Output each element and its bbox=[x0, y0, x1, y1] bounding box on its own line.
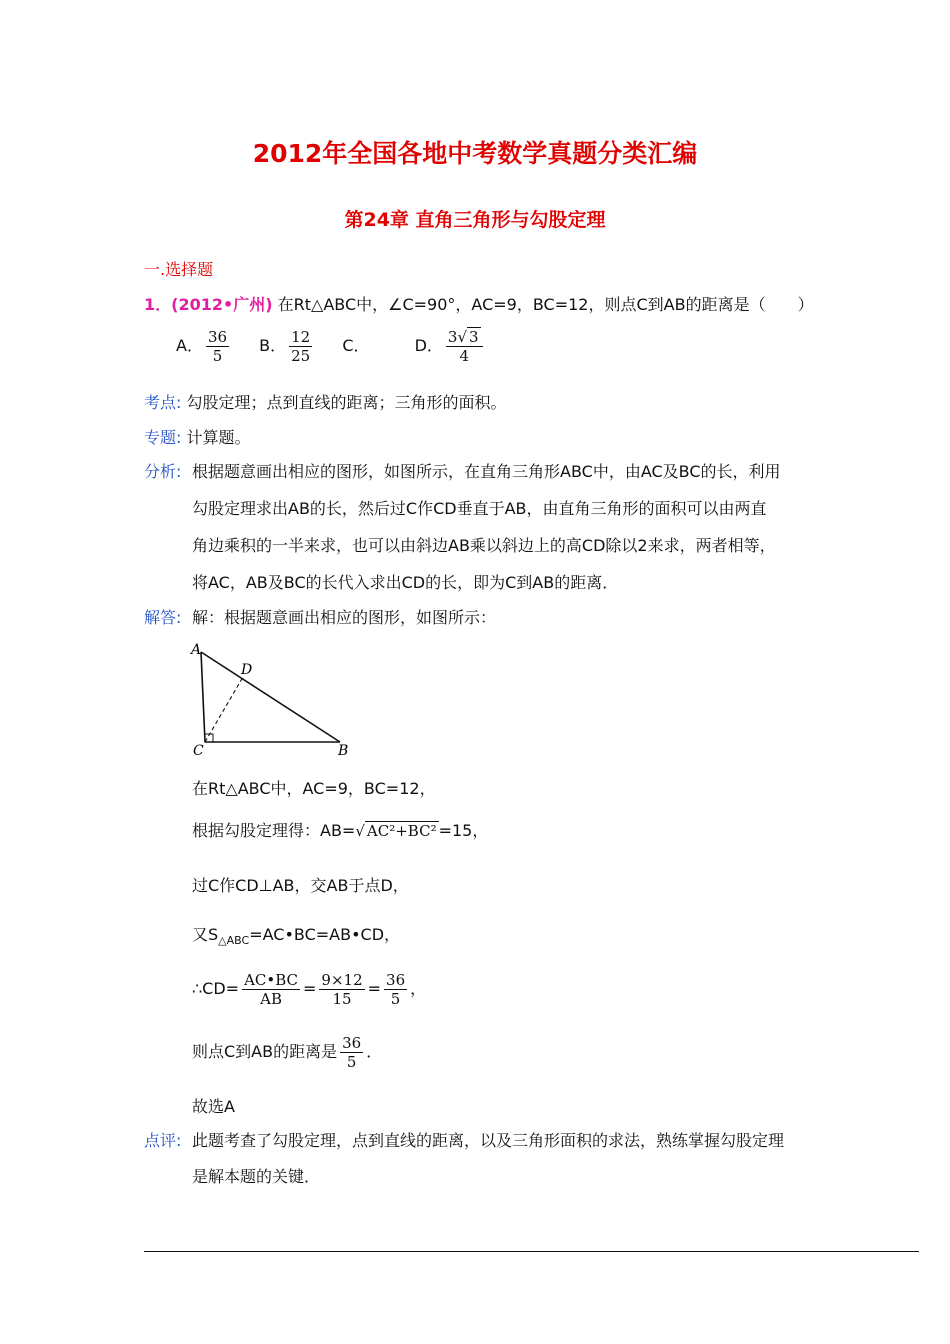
fenxi-line-4: 将AC，AB及BC的长代入求出CD的长，即为C到AB的距离． bbox=[192, 573, 619, 592]
vertex-a-label: A bbox=[191, 642, 202, 658]
step2-sqrt: √ AC²+BC² bbox=[355, 822, 437, 840]
fenxi-line-2: 勾股定理求出AB的长，然后过C作CD垂直于AB，由直角三角形的面积可以由两直 bbox=[192, 499, 767, 518]
option-b-label: B． bbox=[259, 336, 287, 355]
option-b-fraction bbox=[289, 328, 312, 365]
solution-step-7: 故选A bbox=[192, 1097, 235, 1116]
step5-f2-numerator: 9×12 bbox=[321, 971, 363, 989]
option-b-denominator: 25 bbox=[291, 347, 311, 365]
triangle-figure bbox=[185, 638, 360, 760]
step4-suffix: =AC•BC=AB•CD， bbox=[249, 925, 401, 944]
step5-f3-numerator: 36 bbox=[386, 971, 406, 989]
step5-suffix: ， bbox=[410, 979, 427, 998]
option-d-radicand: 3 bbox=[469, 328, 479, 346]
altitude-cd bbox=[205, 677, 243, 742]
step5-prefix: ∴CD= bbox=[192, 979, 240, 998]
zhuanti-text: 计算题。 bbox=[186, 428, 251, 447]
step6-numerator: 36 bbox=[342, 1034, 362, 1052]
step4-prefix: 又S bbox=[192, 925, 219, 944]
option-a-label: A． bbox=[176, 336, 203, 355]
side-ab bbox=[201, 652, 340, 742]
step6-prefix: 则点C到AB的距离是 bbox=[192, 1042, 338, 1061]
step5-f2-denominator: 15 bbox=[332, 990, 352, 1008]
question-number: 1． bbox=[144, 295, 172, 314]
step5-f1-numerator: AC•BC bbox=[244, 971, 299, 989]
vertex-b-label: B bbox=[338, 743, 349, 759]
option-d-coefficient: 3 bbox=[447, 328, 458, 346]
page-title: 2012年全国各地中考数学真题分类汇编 bbox=[252, 139, 698, 168]
vertex-c-label: C bbox=[193, 743, 204, 759]
option-d-numerator: 3√ 3 bbox=[446, 328, 483, 347]
kaodian-label: 考点: bbox=[144, 393, 182, 412]
solution-step-4 bbox=[192, 922, 400, 947]
step2-prefix: 根据勾股定理得：AB= bbox=[192, 821, 356, 840]
option-a bbox=[176, 328, 232, 365]
solution-step-2 bbox=[192, 818, 488, 841]
zhuanti-label: 专题: bbox=[144, 428, 182, 447]
kaodian-text: 勾股定理；点到直线的距离；三角形的面积。 bbox=[186, 393, 507, 412]
side-ac bbox=[201, 652, 205, 742]
step2-suffix: =15， bbox=[438, 821, 489, 840]
comment-line-1: 此题考查了勾股定理，点到直线的距离，以及三角形面积的求法，熟练掌握勾股定理 bbox=[192, 1131, 785, 1150]
option-d bbox=[415, 328, 486, 365]
option-d-fraction bbox=[446, 328, 483, 365]
step5-fraction-3 bbox=[384, 971, 407, 1008]
option-c bbox=[342, 333, 369, 356]
step2-radicand: AC²+BC² bbox=[366, 822, 437, 840]
chapter-title: 第24章 直角三角形与勾股定理 bbox=[344, 209, 606, 231]
section-heading: 一.选择题 bbox=[144, 260, 214, 279]
option-b bbox=[259, 328, 315, 365]
option-b-numerator: 12 bbox=[291, 328, 311, 346]
fenxi-line-1: 根据题意画出相应的图形，如图所示，在直角三角形ABC中，由AC及BC的长，利用 bbox=[192, 462, 781, 481]
option-a-denominator: 5 bbox=[212, 347, 223, 365]
solution-step-1: 在Rt△ABC中，AC=9，BC=12， bbox=[192, 779, 436, 798]
option-d-label: D． bbox=[414, 336, 443, 355]
option-c-label: C． bbox=[342, 336, 370, 355]
solution-step-3: 过C作CD⊥AB，交AB于点D， bbox=[192, 876, 409, 895]
step5-f3-denominator: 5 bbox=[390, 990, 401, 1008]
step5-f1-denominator: AB bbox=[260, 990, 282, 1008]
zhuanti-row bbox=[144, 425, 251, 448]
comment-line-2: 是解本题的关键． bbox=[192, 1167, 321, 1186]
solution-step-6 bbox=[192, 1034, 382, 1071]
step4-subscript: △ABC bbox=[218, 934, 250, 948]
fenxi-label: 分析: bbox=[144, 462, 182, 481]
step5-fraction-2 bbox=[319, 971, 364, 1008]
step6-fraction bbox=[340, 1034, 363, 1071]
solution-step-5: ∴CD= $\frac{AC•BC}{AB}$ = $\frac{9\times 12}{15}$ = $\frac{36}{5}$ ， bbox=[192, 971, 427, 1008]
question-stem bbox=[144, 292, 814, 315]
option-a-numerator: 36 bbox=[207, 328, 228, 346]
solution-intro: 解：根据题意画出相应的图形，如图所示： bbox=[192, 608, 497, 627]
question-text: 在Rt△ABC中，∠C=90°，AC=9，BC=12，则点C到AB的距离是（ ） bbox=[277, 295, 814, 314]
step6-suffix: ． bbox=[366, 1042, 383, 1061]
option-d-denominator: 4 bbox=[459, 347, 470, 365]
kaodian-row bbox=[144, 390, 507, 413]
fenxi-line-3: 角边乘积的一半来求，也可以由斜边AB乘以斜边上的高CD除以2来求，两者相等， bbox=[192, 536, 776, 555]
option-a-fraction bbox=[206, 328, 229, 365]
step6-denominator: 5 bbox=[346, 1053, 357, 1071]
jieda-label: 解答: bbox=[144, 608, 182, 627]
step5-fraction-1 bbox=[242, 971, 300, 1008]
question-source: (2012•广州) bbox=[171, 295, 273, 314]
dianping-label: 点评: bbox=[144, 1131, 182, 1150]
footer-divider bbox=[144, 1251, 919, 1252]
vertex-d-label: D bbox=[241, 662, 253, 678]
options-row bbox=[176, 328, 508, 365]
